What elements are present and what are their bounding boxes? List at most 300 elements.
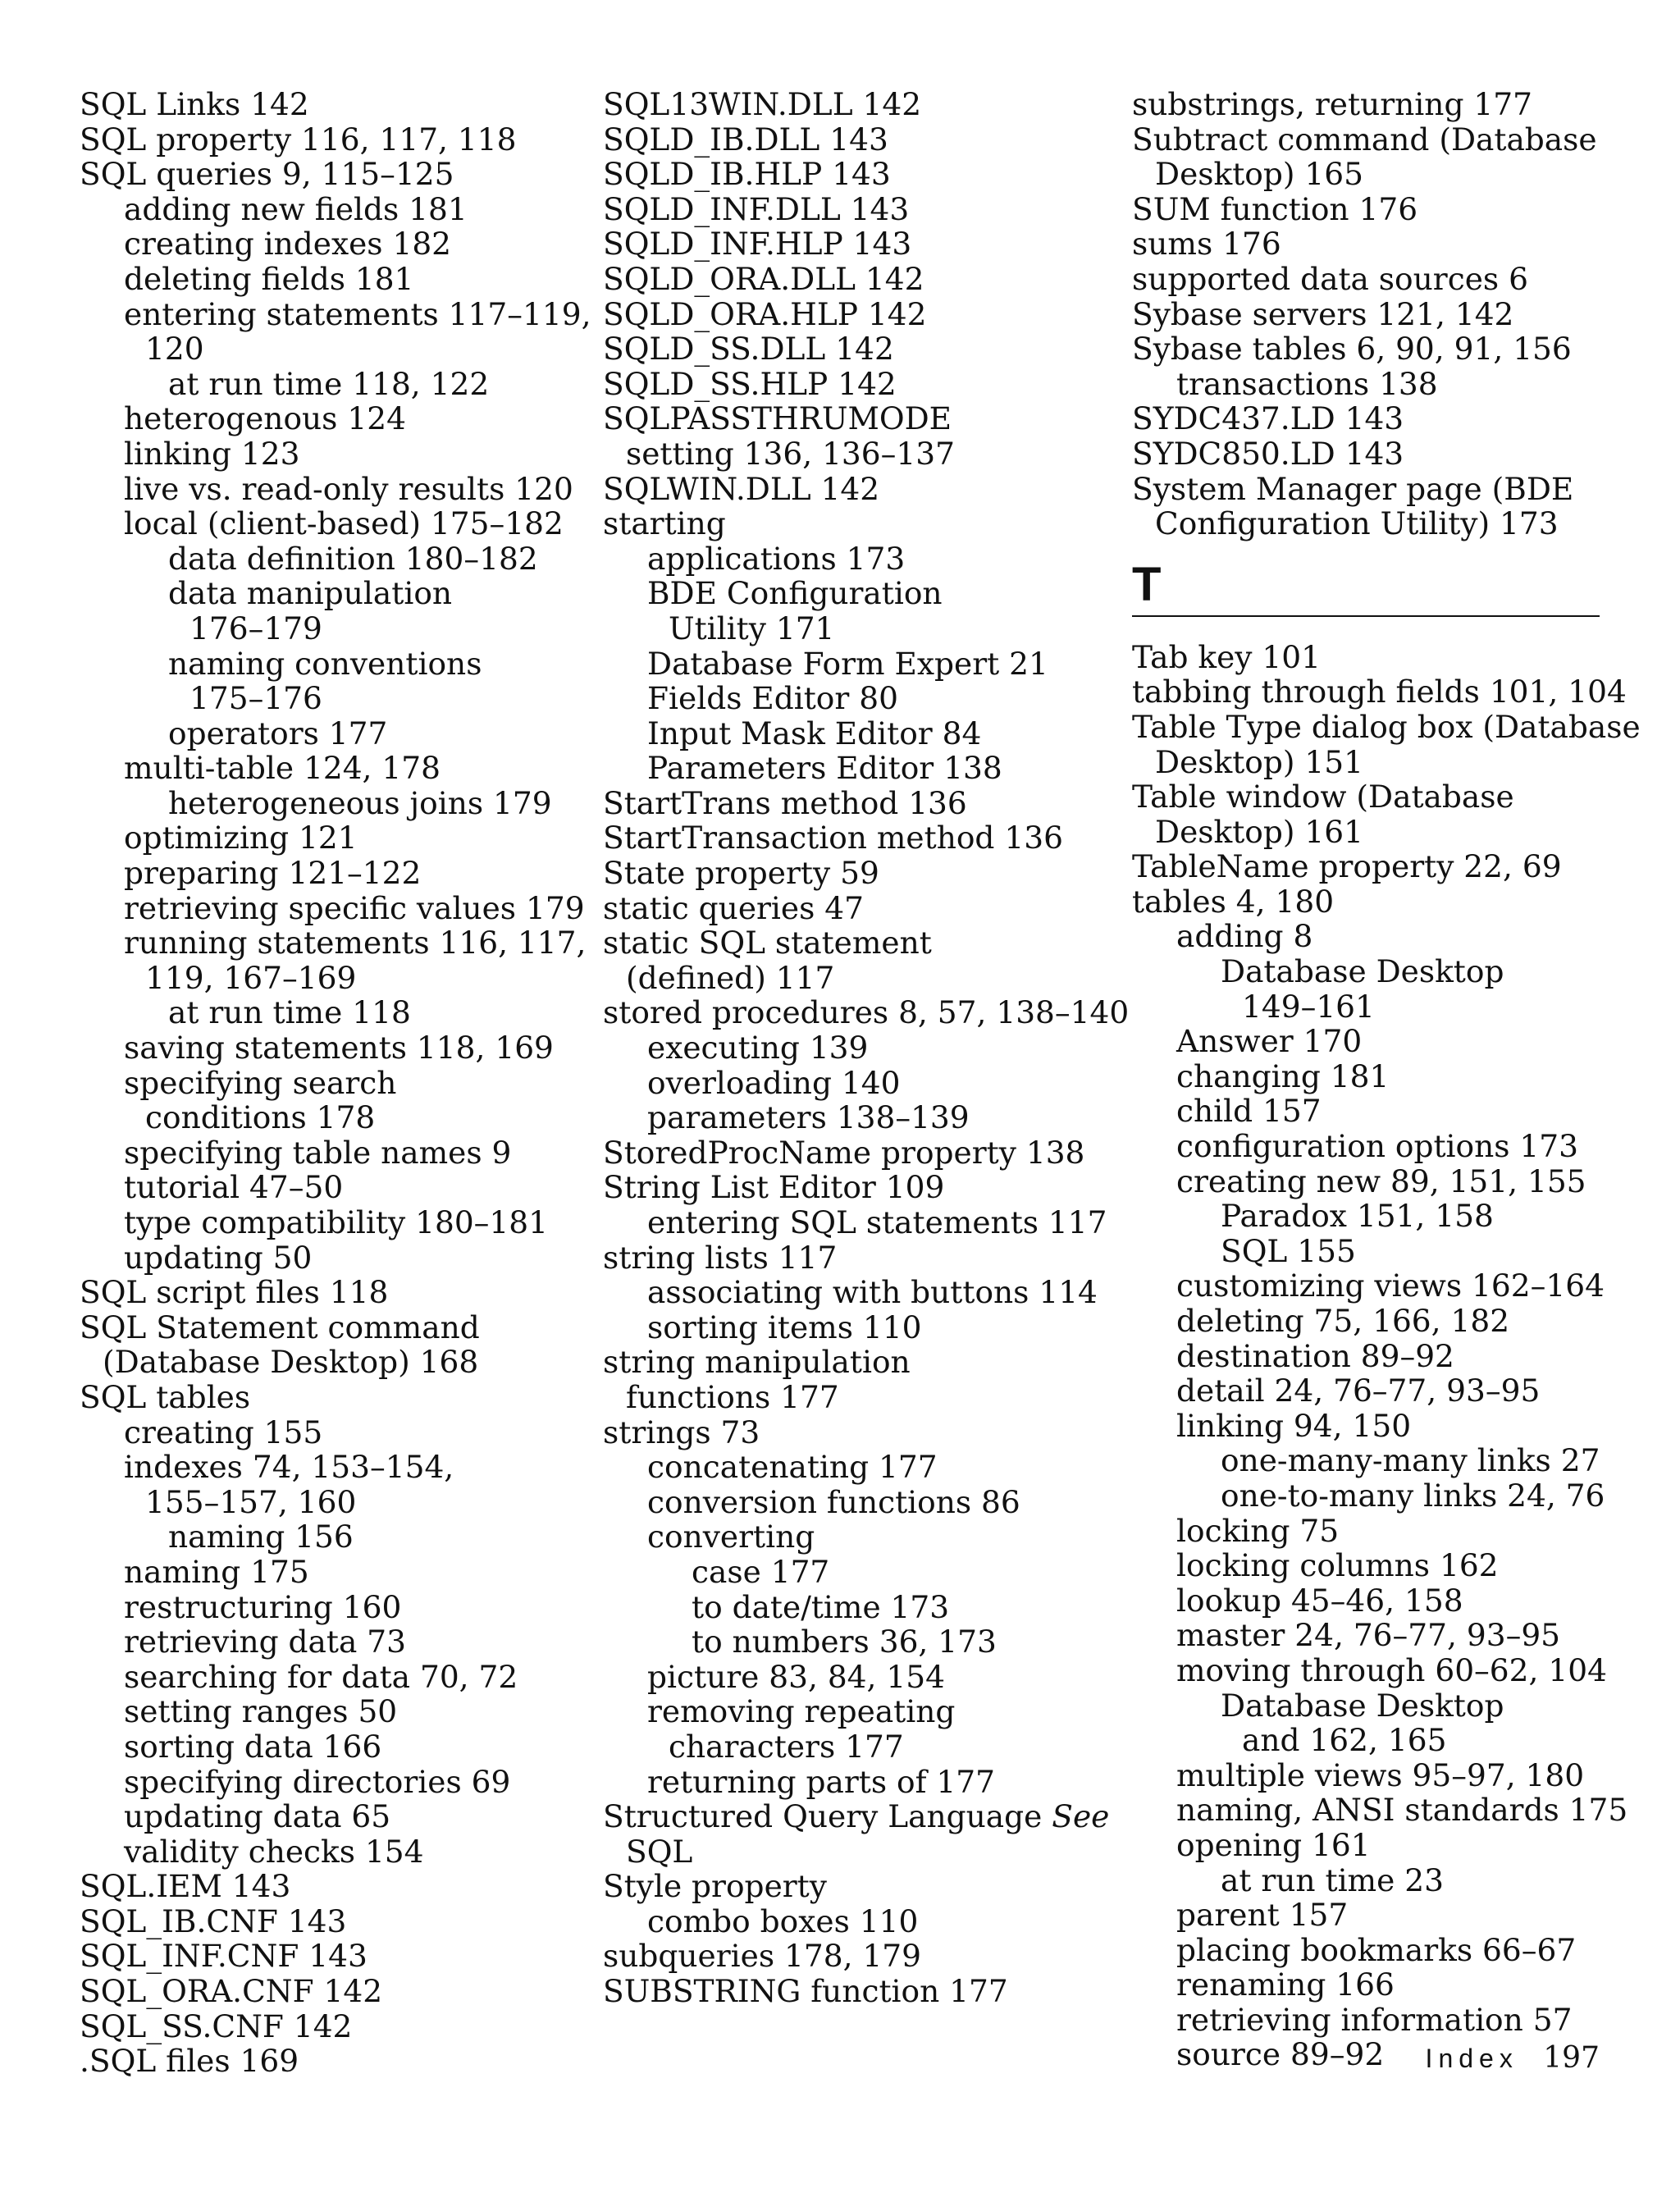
index-entry — [603, 576, 1112, 646]
index-entry-continuation: characters 177 — [669, 1728, 904, 1765]
index-entry — [1132, 262, 1624, 297]
index-entry — [1132, 1339, 1624, 1374]
index-entry — [1132, 884, 1624, 920]
page-number: 197 — [1543, 2041, 1600, 2075]
index-entry-line: stored procedures 8, 57, 138–140 — [603, 994, 1130, 1031]
index-entry-continuation: 119, 167–169 — [145, 959, 357, 996]
index-entry-line: SQL queries 9, 115–125 — [80, 156, 454, 193]
index-entry-continuation: and 162, 165 — [1242, 1722, 1447, 1759]
index-entry-line: updating 50 — [124, 1239, 313, 1276]
index-entry — [1132, 472, 1624, 541]
index-entry-line: applications 173 — [647, 540, 906, 577]
index-entry-line: executing 139 — [647, 1030, 869, 1067]
index-entry — [1132, 779, 1624, 849]
index-entry-line: string lists 117 — [603, 1239, 838, 1276]
index-entry — [1132, 954, 1624, 1024]
index-entry-line: SYDC850.LD 143 — [1132, 435, 1404, 472]
index-entry-line: preparing 121–122 — [124, 855, 422, 892]
index-entry-line: child 157 — [1176, 1093, 1322, 1130]
index-entry-line: at run time 118 — [168, 994, 411, 1031]
index-entry-line: substrings, returning 177 — [1132, 86, 1532, 122]
index-entry — [603, 192, 1112, 227]
index-entry-line: heterogenous 124 — [124, 400, 406, 437]
index-entry — [1132, 1792, 1628, 1829]
index-entry-line: combo boxes 110 — [647, 1902, 919, 1939]
index-entry — [1132, 919, 1624, 954]
index-entry — [1132, 1548, 1624, 1583]
index-entry — [603, 1939, 1112, 1974]
index-entry — [1132, 1618, 1624, 1653]
index-entry — [1132, 122, 1624, 192]
index-entry — [603, 1694, 1112, 1764]
index-entry-line: master 24, 76–77, 93–95 — [1176, 1617, 1561, 1654]
index-entry — [1132, 331, 1624, 367]
index-entry — [603, 262, 1112, 297]
index-entry — [603, 472, 1112, 507]
index-entry-continuation: 175–176 — [189, 680, 322, 717]
index-entry — [1132, 1094, 1624, 1129]
index-entry-line: naming, ANSI standards 175 — [1176, 1792, 1628, 1829]
index-entry — [80, 472, 588, 507]
index-entry — [1132, 1758, 1624, 1793]
index-entry — [80, 1729, 588, 1765]
index-entry-continuation: Utility 171 — [669, 610, 835, 646]
index-entry-line: specifying directories 69 — [124, 1763, 511, 1800]
index-entry-line: indexes 74, 153–154, — [124, 1449, 454, 1486]
index-entry — [80, 1939, 588, 1974]
index-entry — [1132, 708, 1641, 780]
index-entry — [80, 1170, 588, 1205]
index-entry-line: tabbing through fields 101, 104 — [1132, 674, 1627, 710]
index-entry — [603, 1240, 1112, 1276]
index-entry — [80, 157, 588, 192]
index-entry-line: naming 175 — [124, 1553, 309, 1590]
index-entry — [603, 506, 1112, 541]
index-entry-line: source 89–92 — [1176, 2036, 1385, 2073]
index-entry-line: updating data 65 — [124, 1798, 391, 1835]
index-entry — [603, 716, 1112, 751]
index-entry-line: removing repeating — [647, 1693, 956, 1730]
index-entry-line: SQLD_ORA.DLL 142 — [603, 260, 924, 297]
index-entry — [603, 1345, 1112, 1414]
index-entry-line: Database Desktop — [1221, 1687, 1504, 1724]
index-entry-line: StartTransaction method 136 — [603, 820, 1063, 856]
index-entry-line: optimizing 121 — [124, 820, 358, 856]
index-column-2 — [603, 86, 1130, 2010]
index-entry-line: retrieving specific values 179 — [124, 889, 585, 926]
index-entry — [1132, 1898, 1624, 1933]
index-entry-line: SUM function 176 — [1132, 190, 1418, 227]
index-entry-line: creating indexes 182 — [124, 226, 452, 263]
index-entry-continuation: 120 — [145, 331, 204, 368]
index-entry-line: local (client-based) 175–182 — [124, 505, 564, 542]
index-entry — [80, 1450, 588, 1519]
index-entry — [80, 87, 588, 122]
index-entry — [80, 1694, 588, 1729]
index-entry-line: multiple views 95–97, 180 — [1176, 1756, 1585, 1793]
index-entry — [603, 87, 1112, 122]
index-entry-continuation: conditions 178 — [145, 1099, 376, 1136]
index-entry-continuation: 155–157, 160 — [145, 1483, 357, 1520]
index-entry-line: placing bookmarks 66–67 — [1176, 1931, 1577, 1968]
index-entry-line: SQL Links 142 — [80, 86, 309, 122]
index-entry — [1132, 401, 1624, 436]
index-entry-line: validity checks 154 — [124, 1833, 424, 1870]
index-entry — [603, 1869, 1112, 1904]
index-entry-continuation: functions 177 — [626, 1378, 839, 1415]
index-entry-line: String List Editor 109 — [603, 1169, 945, 1206]
index-entry-line: Answer 170 — [1176, 1023, 1363, 1060]
index-entry-line: Paradox 151, 158 — [1221, 1198, 1494, 1235]
index-entry-line: retrieving information 57 — [1176, 2001, 1573, 2038]
index-entry-line: starting — [603, 505, 726, 542]
index-entry — [80, 576, 588, 646]
index-entry-line: Sybase servers 121, 142 — [1132, 295, 1514, 332]
index-entry — [80, 1519, 588, 1555]
index-entry-continuation: 149–161 — [1242, 988, 1375, 1025]
index-entry-line: data manipulation — [168, 575, 453, 612]
index-entry — [603, 1555, 1112, 1590]
index-entry-line: sums 176 — [1132, 226, 1281, 263]
index-entry — [603, 646, 1112, 682]
index-entry-line: searching for data 70, 72 — [124, 1658, 518, 1695]
index-entry — [80, 1310, 588, 1380]
index-entry-line: SQLD_IB.HLP 143 — [603, 156, 891, 193]
index-entry-line: SQL tables — [80, 1378, 251, 1415]
index-entry — [80, 226, 588, 262]
index-entry — [603, 1310, 1112, 1345]
index-entry-line: strings 73 — [603, 1414, 760, 1450]
index-entry — [80, 1415, 588, 1450]
index-entry — [603, 925, 1112, 995]
index-entry-line: Sybase tables 6, 90, 91, 156 — [1132, 331, 1572, 368]
index-entry-line: static queries 47 — [603, 889, 864, 926]
index-entry — [603, 1660, 1112, 1695]
index-entry — [80, 1135, 588, 1171]
index-entry — [1132, 1304, 1624, 1339]
index-entry-line: Table window (Database — [1132, 779, 1514, 815]
index-entry — [603, 1066, 1112, 1101]
index-entry-line: Table Type dialog box (Database — [1132, 708, 1641, 745]
index-entry — [80, 367, 588, 402]
index-entry-line: tutorial 47–50 — [124, 1169, 344, 1206]
index-entry-line: heterogeneous joins 179 — [168, 784, 552, 821]
index-entry-line: changing 181 — [1176, 1057, 1390, 1094]
index-entry — [80, 1974, 588, 2009]
index-entry-line: converting — [647, 1519, 815, 1555]
index-entry — [1132, 674, 1627, 710]
section-letter-heading: T — [1132, 558, 1600, 617]
index-entry — [80, 122, 588, 158]
index-entry-line: SQLD_SS.DLL 142 — [603, 331, 894, 368]
index-entry-line: operators 177 — [168, 715, 388, 751]
index-entry — [603, 681, 1112, 716]
index-entry-line: SQLD_INF.HLP 143 — [603, 226, 912, 263]
index-entry-line: multi-table 124, 178 — [124, 750, 441, 787]
index-entry-line: TableName property 22, 69 — [1132, 848, 1562, 885]
index-entry — [80, 786, 588, 821]
index-entry — [80, 995, 588, 1030]
index-entry — [80, 1590, 588, 1625]
index-entry-line: SQL_IB.CNF 143 — [80, 1902, 347, 1939]
index-entry-line: SQL_INF.CNF 143 — [80, 1938, 368, 1975]
index-entry-text: Structured Query Language — [603, 1798, 1043, 1835]
index-column-3 — [1132, 86, 1641, 2073]
index-entry-line: SQL property 116, 117, 118 — [80, 121, 517, 158]
index-entry-line: Tab key 101 — [1132, 638, 1321, 675]
index-entry — [80, 541, 588, 577]
index-entry — [603, 1590, 1112, 1625]
index-entry-line: locking columns 162 — [1176, 1547, 1499, 1584]
index-entry-line: running statements 116, 117, — [124, 925, 587, 961]
index-entry — [1132, 1583, 1624, 1619]
index-entry — [1132, 1373, 1624, 1409]
index-entry — [80, 1904, 588, 1939]
index-entry — [80, 646, 588, 716]
index-entry-line: BDE Configuration — [647, 575, 943, 612]
index-entry-continuation: setting 136, 136–137 — [626, 435, 955, 472]
index-entry-line: type compatibility 180–181 — [124, 1204, 548, 1240]
index-entry — [603, 994, 1130, 1031]
index-entry-continuation: SQL — [626, 1833, 693, 1870]
index-entry-line: renaming 166 — [1176, 1966, 1395, 2003]
index-entry — [80, 2044, 588, 2079]
index-entry-line: lookup 45–46, 158 — [1176, 1582, 1463, 1619]
index-entry — [603, 401, 1112, 471]
index-entry — [80, 716, 588, 751]
index-entry-line: SQLD_IB.DLL 143 — [603, 121, 888, 158]
index-entry — [1132, 1863, 1624, 1898]
index-entry-line: SQL.IEM 143 — [80, 1868, 291, 1905]
index-entry-line: Style property — [603, 1868, 827, 1905]
index-entry — [1132, 1164, 1624, 1199]
index-entry-line: State property 59 — [603, 855, 879, 892]
index-entry — [80, 506, 588, 541]
index-entry-line: case 177 — [692, 1553, 830, 1590]
index-entry-line: specifying search — [124, 1064, 397, 1101]
index-entry-line: destination 89–92 — [1176, 1337, 1454, 1374]
index-entry — [80, 1869, 588, 1904]
index-entry-line: SQLPASSTHRUMODE — [603, 400, 952, 437]
index-entry-line: moving through 60–62, 104 — [1176, 1651, 1607, 1688]
index-entry-line: SYDC437.LD 143 — [1132, 400, 1404, 437]
index-entry-line: to date/time 173 — [692, 1588, 950, 1625]
index-entry-line: to numbers 36, 173 — [692, 1624, 997, 1660]
index-entry — [1132, 1933, 1624, 1968]
index-entry — [603, 1415, 1112, 1450]
index-entry-line: at run time 118, 122 — [168, 365, 490, 402]
index-entry-line: Parameters Editor 138 — [647, 750, 1002, 787]
index-entry-line: entering statements 117–119, — [124, 295, 591, 332]
index-entry — [1132, 1653, 1624, 1688]
index-entry — [603, 856, 1112, 891]
index-entry — [80, 856, 588, 891]
index-entry — [80, 436, 588, 472]
index-entry — [603, 1205, 1112, 1240]
index-entry-line: saving statements 118, 169 — [124, 1030, 554, 1067]
index-entry — [603, 1100, 1112, 1135]
index-entry-line: one-to-many links 24, 76 — [1221, 1477, 1605, 1514]
index-entry-line: parent 157 — [1176, 1897, 1349, 1934]
index-entry-line: deleting 75, 166, 182 — [1176, 1303, 1510, 1339]
index-entry-line: transactions 138 — [1176, 365, 1438, 402]
index-entry-line: creating 155 — [124, 1414, 323, 1450]
index-entry — [80, 1765, 588, 1800]
index-entry — [80, 891, 588, 926]
index-entry — [603, 331, 1112, 367]
index-entry-continuation: (defined) 117 — [626, 959, 835, 996]
index-entry-line: restructuring 160 — [124, 1588, 402, 1625]
index-entry — [603, 541, 1112, 577]
index-entry — [603, 1450, 1112, 1485]
index-entry-line: SQL_ORA.CNF 142 — [80, 1973, 383, 2010]
index-entry-line: naming conventions — [168, 645, 482, 682]
index-entry — [603, 1765, 1112, 1800]
index-entry — [603, 751, 1112, 786]
index-entry — [1132, 1443, 1624, 1478]
index-entry-line: System Manager page (BDE — [1132, 470, 1574, 507]
index-entry-line: detail 24, 76–77, 93–95 — [1176, 1373, 1541, 1409]
index-entry-continuation: Desktop) 151 — [1155, 743, 1364, 780]
index-entry-continuation: Configuration Utility) 173 — [1155, 505, 1559, 542]
index-entry — [603, 820, 1112, 856]
index-entry — [80, 192, 588, 227]
index-entry-line: at run time 23 — [1221, 1861, 1444, 1898]
index-entry — [603, 1275, 1112, 1310]
index-entry — [1132, 1234, 1624, 1269]
index-entry — [603, 1799, 1112, 1869]
index-entry-line: specifying table names 9 — [124, 1134, 512, 1171]
index-entry-line: setting ranges 50 — [124, 1693, 398, 1730]
index-entry-line: SQLD_SS.HLP 142 — [603, 365, 897, 402]
index-entry — [80, 1240, 588, 1276]
index-entry-continuation: 176–179 — [189, 610, 322, 646]
index-entry-line: .SQL files 169 — [80, 2043, 299, 2080]
index-entry — [603, 786, 1112, 821]
index-entry-line: locking 75 — [1176, 1512, 1340, 1549]
index-entry — [1132, 1828, 1624, 1863]
index-entry — [1132, 367, 1624, 402]
index-entry — [603, 1485, 1112, 1520]
index-entry — [603, 226, 1112, 262]
index-entry-line: Input Mask Editor 84 — [647, 715, 982, 751]
index-entry — [80, 262, 588, 297]
index-entry-line: parameters 138–139 — [647, 1099, 970, 1136]
page-footer — [1426, 2041, 1600, 2075]
index-entry-line: StoredProcName property 138 — [603, 1134, 1085, 1171]
index-entry — [80, 1834, 588, 1870]
index-entry — [80, 2009, 588, 2044]
index-entry-line: one-many-many links 27 — [1221, 1442, 1600, 1479]
index-entry-line: linking 94, 150 — [1176, 1407, 1412, 1444]
index-entry-line: configuration options 173 — [1176, 1128, 1579, 1165]
index-entry-line: concatenating 177 — [647, 1449, 938, 1486]
index-entry — [603, 157, 1112, 192]
index-entry-continuation: Desktop) 165 — [1155, 156, 1364, 193]
footer-label: Index — [1425, 2044, 1518, 2073]
index-entry-line: retrieving data 73 — [124, 1624, 406, 1660]
index-entry-line: sorting data 166 — [124, 1728, 382, 1765]
index-entry — [1132, 1199, 1624, 1234]
index-entry — [603, 1904, 1112, 1939]
index-entry-line: picture 83, 84, 154 — [647, 1658, 945, 1695]
index-column-1 — [80, 86, 591, 2080]
index-entry-line: data definition 180–182 — [168, 540, 538, 577]
index-entry — [80, 295, 591, 368]
index-entry — [603, 1135, 1112, 1171]
index-entry-line: adding new fields 181 — [124, 190, 468, 227]
index-entry — [1132, 297, 1624, 332]
index-entry — [80, 751, 588, 786]
index-entry — [603, 1030, 1112, 1066]
index-entry-line: creating new 89, 151, 155 — [1176, 1162, 1586, 1199]
index-entry-line: string manipulation — [603, 1344, 911, 1381]
index-entry — [80, 1205, 588, 1240]
index-entry-line: Fields Editor 80 — [647, 680, 898, 717]
index-entry-line: SQLWIN.DLL 142 — [603, 470, 880, 507]
index-entry-line: SQL Statement command — [80, 1309, 480, 1345]
index-entry — [1132, 226, 1624, 262]
index-entry — [1132, 1409, 1624, 1444]
index-entry — [80, 925, 588, 995]
index-entry — [1132, 849, 1624, 884]
index-entry — [603, 1519, 1112, 1555]
index-entry — [1132, 2003, 1624, 2038]
index-entry-line: sorting items 110 — [647, 1309, 922, 1345]
index-entry-continuation: (Database Desktop) 168 — [103, 1344, 479, 1381]
index-entry — [80, 1275, 588, 1310]
index-entry — [80, 1380, 588, 1415]
index-entry — [1132, 436, 1624, 472]
index-entry — [80, 1066, 588, 1135]
index-entry — [80, 1030, 588, 1066]
index-entry — [1132, 1967, 1624, 2003]
index-entry — [603, 297, 1112, 332]
index-entry — [1132, 1688, 1624, 1758]
index-entry-line: Database Form Expert 21 — [647, 645, 1048, 682]
index-entry — [603, 891, 1112, 926]
index-entry — [1132, 87, 1624, 122]
index-entry-line: tables 4, 180 — [1132, 883, 1335, 920]
index-entry-line: static SQL statement — [603, 925, 932, 961]
index-entry-line: StartTrans method 136 — [603, 784, 967, 821]
index-entry — [603, 1624, 1112, 1660]
index-entry-line: SUBSTRING function 177 — [603, 1973, 1008, 2010]
index-entry — [603, 1170, 1112, 1205]
index-entry-line: SQL script files 118 — [80, 1274, 389, 1311]
index-entry-continuation: Desktop) 161 — [1155, 813, 1364, 850]
index-entry-line: associating with buttons 114 — [647, 1274, 1098, 1311]
index-entry-line: supported data sources 6 — [1132, 260, 1528, 297]
index-entry — [1132, 640, 1624, 675]
index-entry-line — [603, 1799, 1112, 1834]
index-entry-line: conversion functions 86 — [647, 1483, 1020, 1520]
index-entry — [603, 122, 1112, 158]
index-entry-line: Subtract command (Database — [1132, 121, 1597, 158]
index-entry — [1132, 1514, 1624, 1549]
index-entry-line: linking 123 — [124, 435, 300, 472]
index-entry-line: SQLD_ORA.HLP 142 — [603, 295, 927, 332]
index-entry-line: customizing views 162–164 — [1176, 1268, 1605, 1304]
index-entry-line: Database Desktop — [1221, 953, 1504, 990]
index-entry — [1132, 1059, 1624, 1094]
index-entry — [80, 1799, 588, 1834]
index-entry-line: SQLD_INF.DLL 143 — [603, 190, 910, 227]
index-entry — [1132, 1129, 1624, 1164]
index-entry — [80, 1660, 588, 1695]
index-entry-line: SQL13WIN.DLL 142 — [603, 86, 922, 122]
index-entry-line: SQL_SS.CNF 142 — [80, 2007, 353, 2044]
